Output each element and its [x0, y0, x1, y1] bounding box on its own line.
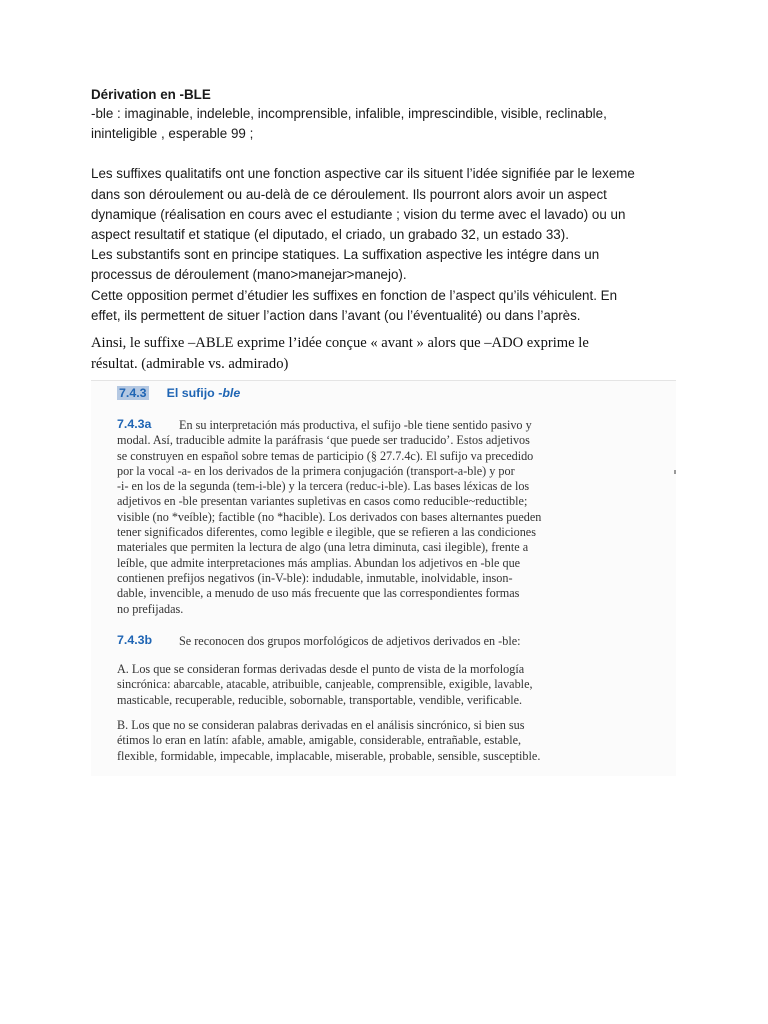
- subsection-a-text: [117, 418, 672, 617]
- intro-line: ininteligible , esperable 99 ;: [91, 126, 254, 142]
- conclusion-paragraph: [91, 333, 691, 375]
- group-a-text: [117, 662, 672, 708]
- group-b-text: [117, 718, 672, 764]
- text-line: masticable, recuperable, reducible, sobornable, transportable, vendible, verificable.: [117, 692, 523, 707]
- section-number: 7.4.3: [119, 386, 147, 400]
- text-line: étimos lo eran en latín: afable, amable, amigable, considerable, entrañable, estable,: [117, 733, 522, 748]
- text-line: materiales que permiten la lectura de algo (una letra diminuta, casi ilegible), frente a: [117, 540, 529, 555]
- intro-line: -ble : imaginable, indeleble, incomprensible, infalible, imprescindible, visible, reclinable,: [91, 106, 607, 121]
- text-line: leíble, que admite interpretaciones más amplias. Abundan los adjetivos en -ble que: [117, 555, 521, 570]
- text-line: B. Los que no se consideran palabras derivadas en el análisis sincrónico, si bien sus: [117, 718, 525, 732]
- text-line: modal. Así, traducible admite la paráfrasis ‘que puede ser traducido’. Estos adjetivos: [117, 433, 530, 448]
- section-title: El sufijo -ble: [166, 386, 241, 400]
- text-line: flexible, formidable, impecable, implacable, miserable, probable, sensible, susceptible.: [117, 748, 541, 763]
- paragraph-line: Cette opposition permet d’étudier les suffixes en fonction de l’aspect qu’ils véhiculent. En: [91, 287, 618, 303]
- subsection-b-text: [117, 634, 672, 649]
- text-line: tener significados diferentes, como legible e ilegible, que se refieren a las condiciones: [117, 525, 536, 540]
- text-line: no prefijadas.: [117, 601, 184, 616]
- grammar-excerpt-image: [91, 380, 676, 776]
- scan-artifact-mark: [674, 470, 676, 474]
- text-line: contienen prefijos negativos (in-V-ble): indudable, inmutable, inolvidable, inson-: [117, 570, 513, 585]
- paragraph-line: effet, ils permettent de situer l’action dans l’avant (ou l’éventualité) ou dans l’après.: [91, 307, 581, 323]
- conclusion-line: Ainsi, le suffixe –ABLE exprime l’idée conçue « avant » alors que –ADO exprime le: [91, 335, 589, 351]
- paragraph-line: dans son déroulement ou au-delà de ce déroulement. Ils pourront alors avoir un aspect: [91, 186, 607, 202]
- text-line: sincrónica: abarcable, atacable, atribuible, canjeable, comprensible, exigible, lavable,: [117, 677, 533, 692]
- subsection-number-a: 7.4.3a: [117, 417, 152, 431]
- french-notes: [91, 86, 681, 326]
- text-line: visible (no *veíble); factible (no *hacible). Los derivados con bases alternantes pueden: [117, 509, 542, 524]
- text-line: dable, invencible, a menudo de uso más frecuente que las correspondientes formas: [117, 586, 520, 601]
- page-title: Dérivation en -BLE: [91, 87, 211, 102]
- text-line: A. Los que se consideran formas derivadas desde el punto de vista de la morfología: [117, 662, 525, 676]
- text-line: -i- en los de la segunda (tem-i-ble) y la tercera (reduc-i-ble). Las bases léxicas de los: [117, 479, 530, 494]
- paragraph-line: dynamique (réalisation en cours avec el estudiante ; vision du terme avec el lavado) ou un: [91, 206, 626, 222]
- section-heading: [117, 386, 240, 400]
- text-line: En su interpretación más productiva, el sufijo -ble tiene sentido pasivo y: [179, 418, 532, 432]
- text-line: se construyen en español sobre temas de participio (§ 27.7.4c). El sufijo va precedido: [117, 448, 534, 463]
- paragraph-line: Les substantifs sont en principe statiques. La suffixation aspective les intégre dans un: [91, 247, 600, 263]
- text-line: Se reconocen dos grupos morfológicos de adjetivos derivados en -ble:: [179, 634, 521, 648]
- paragraph-line: aspect resultatif et statique (el diputado, el criado, un grabado 32, un estado 33).: [91, 227, 569, 243]
- text-line: adjetivos en -ble presentan variantes supletivas en casos como reducible~reductible;: [117, 494, 528, 509]
- text-line: por la vocal -a- en los derivados de la primera conjugación (transport-a-ble) y por: [117, 463, 515, 478]
- paragraph-line: processus de déroulement (mano>manejar>manejo).: [91, 267, 407, 283]
- paragraph-line: Les suffixes qualitatifs ont une fonction aspective car ils situent l’idée signifiée par le lexeme: [91, 166, 635, 182]
- subsection-number-b: 7.4.3b: [117, 633, 153, 647]
- conclusion-line: résultat. (admirable vs. admirado): [91, 356, 289, 372]
